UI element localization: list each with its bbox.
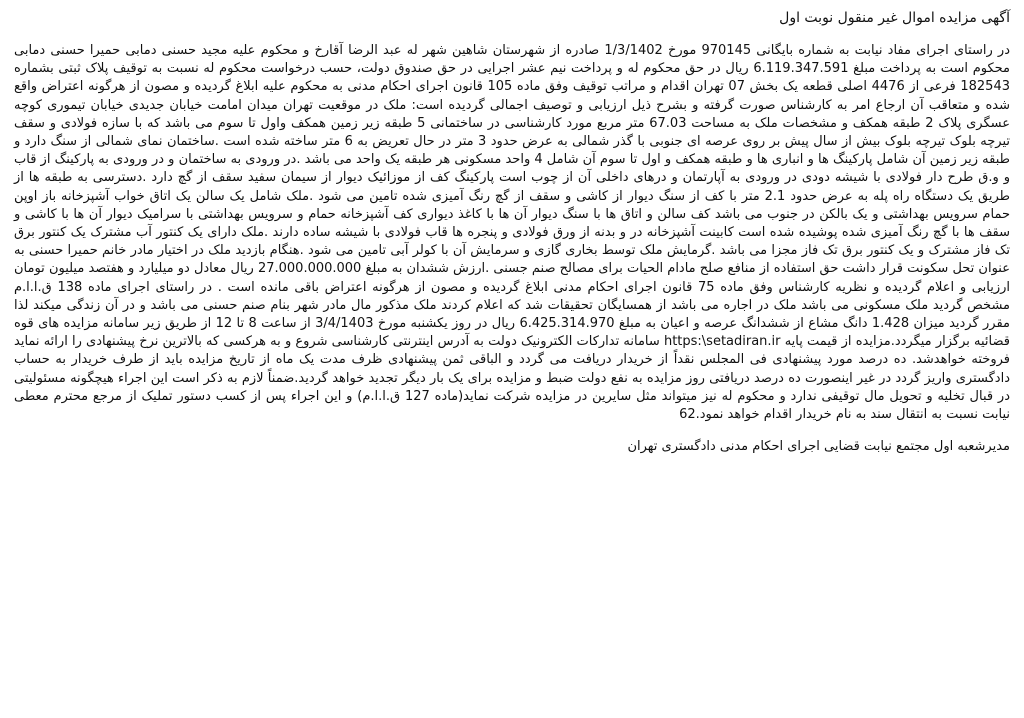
notice-body: در راستای اجرای مفاد نیابت به شماره بایگانی 970145 مورخ 1/3/1402 صادره از شهرستان شاهین شهر له عبد الرضا آقارخ و محکوم علیه مجید حسنی دمابی حمیرا حسنی دمابی محکوم است به پرداخت مبلغ 6.119.347.591 ریال در حق محکوم له و پرداخت نیم عشر اجرایی در حق صندوق دولت، حسب درخواست محکوم له نسبت به توقیف پلاک ثبتی بشماره 182543 فرعی از 4476 اصلی قطعه یک بخش 07 تهران اقدام و مراتب توقیف وفق ماده 105 قانون اجرای احکام مدنی به محکوم علیه ابلاغ گردیده و مصون از هرگونه اعتراض واقع شده و متعاقب آن ارجاع امر به کارشناس صورت گرفته و بشرح ذیل ارزیابی و توصیف اجمالی گردیده است: ملک در موقعیت تهران میدان امامت خیابان جدیدی خیابان تیموری کوچه عسگری پلاک 2 طبقه همکف و مشخصات ملک به مساحت 67.03 متر مربع مورد کارشناسی در ساختمانی 5 طبقه زیر زمین همکف واول تا سوم می باشد که با سازه فولادی و سقف تیرچه بلوک تیرچه بلوک بیش از سال پیش بر روی عرصه ای جنوبی با گذر شمالی به عرض حدود 3 متر در حال تعریض به 6 متر ساخته شده است .ساختمان نمای شمالی از سنگ دارد و طبقه زیر زمین آن شامل پارکینگ ها و انباری ها و طبقه همکف و اول تا سوم آن شامل 4 واحد مسکونی هر طبقه یک واحد می باشد .در ورودی به ساختمان و در ورودی به پارکینگ از قاب و و.ق طرح دار فولادی با شیشه دودی در ورودی به آپارتمان و درهای داخلی آن از چوب است پارکینگ کف از موزائیک دیوار از سیمان سفید سقف از گچ دارد .دسترسی به طبقه ها از طریق یک دستگاه راه پله به عرض حدود 2.1 متر با کف از سنگ دیوار از کاشی و سقف از گچ رنگ آمیزی شده تامین می شود .ملک شامل یک سالن یک اتاق خواب آشپزخانه باز اوپن حمام سرویس بهداشتی و یک بالکن در جنوب می باشد کف سالن و اتاق ها با سنگ دیوار آن ها با کاغذ دیواری کف آشپزخانه حمام و سرویس بهداشتی با سرامیک دیوار آن ها با کاشی و سقف ها با گچ رنگ آمیزی شده پوشیده شده است کابینت آشپزخانه در و بدنه از ورق فولادی و پنجره ها قاب فولادی با شیشه ساده دارند .ملک دارای یک کنتور آب مشترک یک کنتور برق تک فاز مشترک و یک کنتور برق تک فاز مجزا می باشد .گرمایش ملک توسط بخاری گازی و سرمایش آن با کولر آبی تامین می شود .هنگام بازدید ملک در اختیار مادر خانم حمیرا حسنی به عنوان تحل سکونت قرار داشت حق استفاده از منافع صلح مادام الحیات برای مصالح صنم جسنی .ارزش ششدان به مبلغ 27.000.000.000 ریال معادل دو میلیارد و هفتصد میلیون تومان ارزیابی و اعلام گردیده و نظریه کارشناس وفق ماده 75 قانون اجرای احکام مدنی ابلاغ گردیده و مصون از هرگونه اعتراض باقی مانده است . در راستای اجرای ماده 138 ق.ا.ا.م مشخص گردید ملک مسکونی می باشد ملک در اجاره می باشد از همسایگان تحقیقات شد که اعلام کردند ملک مذکور مال مادر شهر بنام صنم حسنی می باشد و در آن زندگی میکند لذا مقرر گردید میزان 1.428 دانگ مشاع از ششدانگ عرصه و اعیان به مبلغ 6.425.314.970 ریال در روز یکشنبه مورخ 3/4/1403 از ساعت 8 تا 12 از طریق زیر سامانه مزایده های قوه قضائیه برگزار میگردد.مزایده از قیمت پایه https:\setadiran.ir سامانه تدارکات الکترونیک دولت به آدرس اینترنتی کارشناسی شروع و به هرکسی که بالاترین نرخ پیشنهادی را ارائه نماید فروخته خواهدشد. ده درصد مورد پیشنهادی فی المجلس نقداً از خریدار دریافت می گردد و الباقی ثمن پیشنهادی ظرف مدت یک ماه از تاریخ مزایده باید از طرف خریدار به حساب دادگستری واریز گردد در غیر اینصورت ده درصد دریافتی روز مزایده به نفع دولت ضبط و مزایده برای یک بار دیگر تجدید خواهد گردید.ضمناً لازم به ذکر است این اجراء هیچگونه مسئولیتی در قبال تخلیه و تحویل مال توقیفی ندارد و محکوم له نیز میتواند مثل سایرین در مزایده شرکت نماید(ماده 127 ق.ا.ا.م) و این اجراء پس از کسب دستور تملیک از مرجع محترم معطی نیابت نسبت به انتقال سند به نام خریدار اقدام خواهد نمود.62 <box>14 43 1011 423</box>
auction-notice <box>14 4 1010 710</box>
notice-title: آگهی مزایده اموال غیر منقول نوبت اول <box>779 10 1010 26</box>
notice-signature: مدیرشعبه اول مجتمع نیابت قضایی اجرای احکام مدنی دادگستری تهران <box>627 439 1010 455</box>
